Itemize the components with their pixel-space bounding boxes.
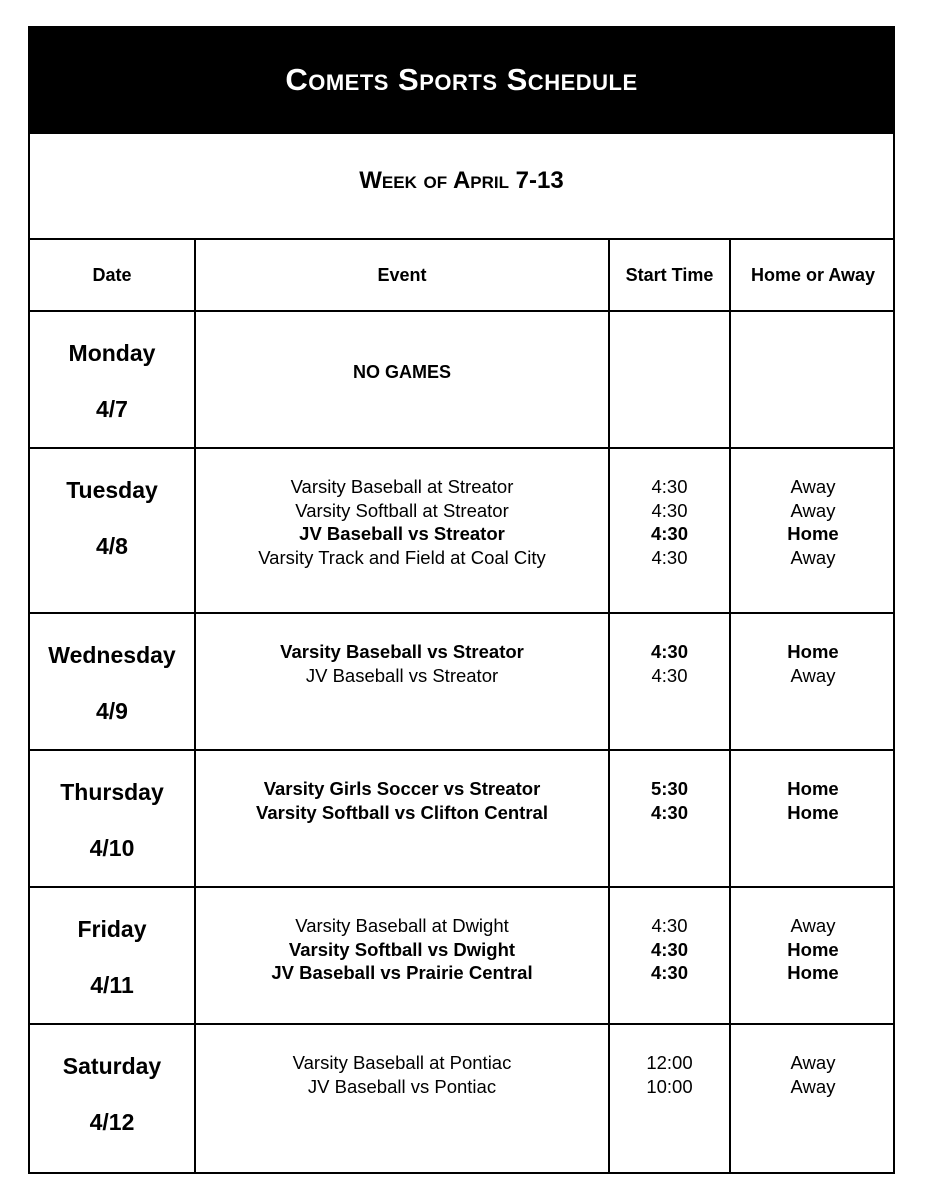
event-cell [195, 448, 609, 613]
start-time: 4:30 [651, 499, 688, 521]
date-cell [30, 750, 195, 887]
event-line: Varsity Girls Soccer vs Streator [263, 778, 541, 799]
date-cell [30, 311, 195, 448]
start-time: 4:30 [650, 641, 689, 662]
home-away-value: Home [787, 962, 839, 983]
day-name: Monday [68, 340, 156, 366]
time-cell [609, 750, 730, 887]
day-date: 4/9 [96, 698, 128, 724]
event-line: JV Baseball vs Streator [305, 664, 499, 686]
event-line: Varsity Baseball at Streator [290, 476, 514, 497]
home-away-cell [730, 613, 895, 750]
home-away-value: Home [787, 938, 839, 960]
day-name: Wednesday [48, 642, 176, 668]
home-away-value: Away [790, 1052, 836, 1073]
date-cell [30, 887, 195, 1024]
table-row [30, 887, 895, 1024]
home-away-value: Away [790, 476, 836, 497]
day-date: 4/8 [96, 533, 128, 559]
date-cell [30, 1024, 195, 1173]
start-time: 4:30 [650, 801, 689, 823]
day-date: 4/12 [89, 1109, 135, 1135]
day-name: Friday [77, 916, 147, 942]
event-line: Varsity Baseball vs Streator [280, 641, 524, 662]
table-row [30, 1024, 895, 1173]
schedule-table [30, 240, 895, 1173]
column-header-event: Event [195, 240, 609, 311]
week-label: Week of April 7-13 [359, 167, 564, 194]
start-time: 4:30 [650, 523, 689, 544]
start-time: 4:30 [650, 938, 689, 960]
event-line: JV Baseball vs Prairie Central [271, 962, 533, 983]
day-name: Thursday [60, 779, 164, 805]
no-games-label: NO GAMES [352, 362, 451, 382]
title-bar [30, 28, 893, 134]
start-time: 4:30 [651, 546, 688, 568]
home-away-cell [730, 311, 895, 448]
start-time: 4:30 [651, 664, 688, 686]
event-line: JV Baseball vs Pontiac [307, 1075, 497, 1097]
column-header-home-away: Home or Away [730, 240, 895, 311]
time-cell [609, 887, 730, 1024]
date-cell [30, 448, 195, 613]
day-date: 4/7 [96, 396, 128, 422]
table-row [30, 448, 895, 613]
home-away-cell [730, 750, 895, 887]
start-time: 4:30 [650, 962, 689, 983]
start-time: 4:30 [651, 915, 688, 936]
start-time: 4:30 [651, 476, 688, 497]
event-line: Varsity Softball at Streator [295, 499, 509, 521]
event-cell [195, 887, 609, 1024]
home-away-value: Away [790, 915, 836, 936]
date-cell [30, 613, 195, 750]
table-row [30, 750, 895, 887]
event-line: Varsity Softball vs Clifton Central [256, 801, 548, 823]
event-line: Varsity Baseball at Pontiac [292, 1052, 512, 1073]
home-away-value: Home [787, 778, 839, 799]
home-away-value: Home [787, 801, 839, 823]
home-away-cell [730, 448, 895, 613]
day-name: Tuesday [66, 477, 158, 503]
page-title: Comets Sports Schedule [285, 62, 638, 97]
column-header-start-time: Start Time [609, 240, 730, 311]
time-cell [609, 448, 730, 613]
time-cell [609, 1024, 730, 1173]
start-time: 12:00 [646, 1052, 693, 1073]
event-cell [195, 613, 609, 750]
home-away-value: Away [790, 1075, 836, 1097]
event-line: Varsity Softball vs Dwight [288, 938, 516, 960]
start-time: 10:00 [646, 1075, 693, 1097]
column-header-date: Date [30, 240, 195, 311]
event-line: Varsity Track and Field at Coal City [258, 546, 546, 568]
day-date: 4/10 [89, 835, 135, 861]
home-away-value: Home [787, 641, 839, 662]
event-cell [195, 750, 609, 887]
event-line: Varsity Baseball at Dwight [295, 915, 509, 936]
event-line: JV Baseball vs Streator [299, 523, 505, 544]
week-banner [30, 134, 893, 240]
time-cell [609, 613, 730, 750]
schedule-sheet [28, 26, 895, 1174]
time-cell [609, 311, 730, 448]
home-away-cell [730, 887, 895, 1024]
home-away-value: Home [787, 523, 839, 544]
header-row [30, 240, 895, 311]
table-row [30, 311, 895, 448]
home-away-cell [730, 1024, 895, 1173]
event-cell [195, 1024, 609, 1173]
event-cell [195, 311, 609, 448]
table-row [30, 613, 895, 750]
day-date: 4/11 [90, 972, 134, 998]
home-away-value: Away [790, 546, 836, 568]
start-time: 5:30 [650, 778, 689, 799]
home-away-value: Away [790, 499, 836, 521]
home-away-value: Away [790, 664, 836, 686]
day-name: Saturday [62, 1053, 162, 1079]
